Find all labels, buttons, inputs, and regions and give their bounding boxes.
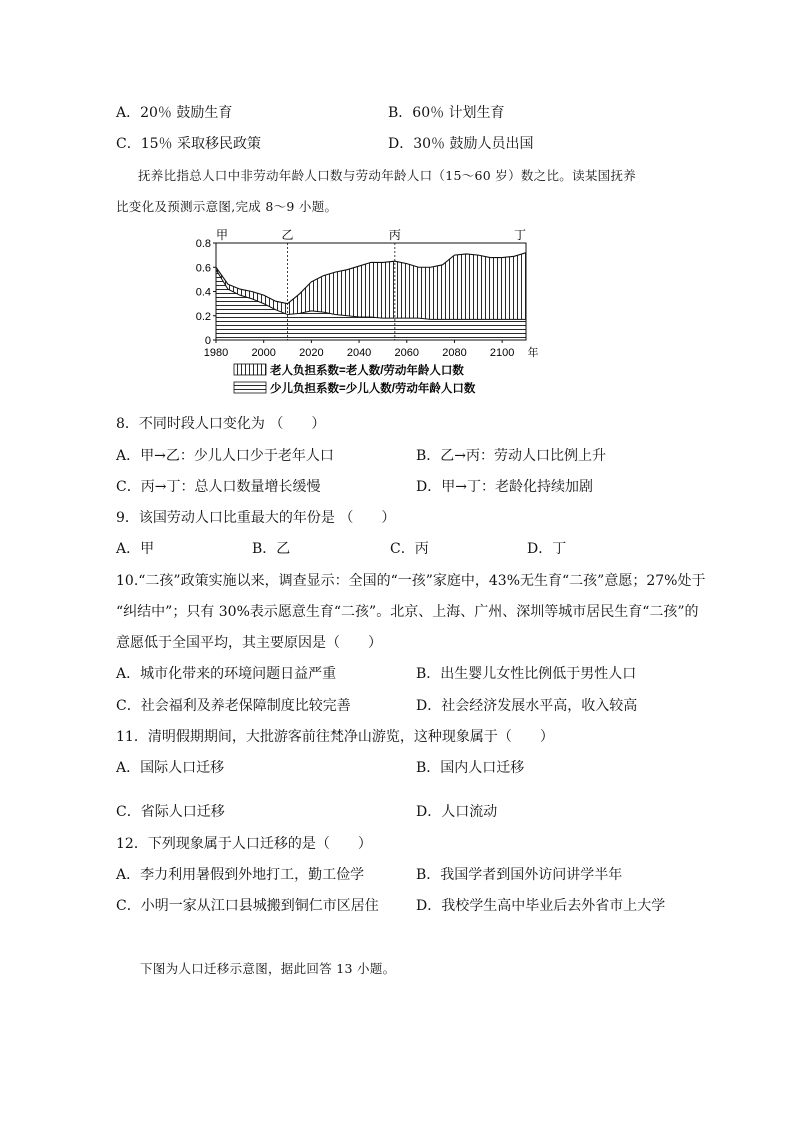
intro-q13: 下图为人口迁移示意图，据此回答 13 小题。 [140,961,396,976]
marker-label: 丁 [513,228,526,242]
legend-swatch [234,364,266,375]
x-tick-label: 2020 [299,347,324,359]
q12-option-a: A．李力利用暑假到外地打工，勤工俭学 [116,867,365,883]
q10-line-3: 意愿低于全国平均，其主要原因是（ ） [116,635,382,651]
q11-option-c: C．省际人口迁移 [116,804,225,820]
q11-option-a: A．国际人口迁移 [116,760,225,776]
legend-label: 少儿负担系数=少儿人数/劳动年龄人口数 [270,383,476,395]
q11-stem: 11．清明假期期间，大批游客前往梵净山游览，这种现象属于（ ） [116,729,554,745]
q9-option-b: B．乙 [252,541,291,557]
x-tick-label: 2040 [346,347,372,359]
q9-option-c: C．丙 [390,541,429,557]
q12-option-d: D．我校学生高中毕业后去外省市上大学 [416,898,666,914]
x-tick-label: 2000 [251,347,276,359]
q12-stem: 12．下列现象属于人口迁移的是（ ） [116,836,372,852]
q9-option-d: D．丁 [527,541,567,557]
q8-option-b: B．乙→丙：劳动人口比例上升 [416,448,607,464]
q8-option-a: A．甲→乙：少儿人口少于老年人口 [116,448,334,464]
q9-option-a: A．甲 [116,541,155,557]
legend-label: 老人负担系数=老人数/劳动年龄人口数 [270,365,464,377]
prev-option-d: D．30％ 鼓励人员出国 [388,136,534,152]
x-tick-label: 2060 [394,347,420,359]
intro-line-1: 抚养比指总人口中非劳动年龄人口数与劳动年龄人口（15～60 岁）数之比。读某国抚养 [138,168,637,183]
q11-option-d: D．人口流动 [416,804,498,820]
y-tick-label: 0 [204,335,211,347]
q10-option-d: D．社会经济发展水平高，收入较高 [416,698,638,714]
q8-option-d: D．甲→丁：老龄化持续加剧 [416,479,593,495]
legend-swatch [234,382,266,393]
q10-option-b: B．出生婴儿女性比例低于男性人口 [416,666,637,682]
intro-line-2: 比变化及预测示意图,完成 8～9 小题。 [116,199,338,214]
x-unit-label: 年 [527,347,539,359]
q10-option-a: A．城市化带来的环境问题日益严重 [116,666,337,682]
q12-option-c: C．小明一家从江口县城搬到铜仁市区居住 [116,898,379,914]
x-tick-label: 2100 [489,347,515,359]
q8-stem: 8．不同时段人口变化为 （ ） [116,416,326,432]
q10-option-c: C．社会福利及养老保障制度比较完善 [116,698,351,714]
prev-option-b: B．60％ 计划生育 [388,105,505,121]
prev-option-a: A．20％ 鼓励生育 [116,105,233,121]
marker-label: 丙 [388,228,401,242]
y-tick-label: 0.4 [196,286,211,299]
q10-line-2: “纠结中”；只有 30%表示愿意生育“二孩”。北京、上海、广州、深圳等城市居民生育“二孩”的 [116,604,699,620]
dependency-ratio-chart [196,224,546,404]
marker-label: 甲 [216,228,229,242]
x-tick-label: 1980 [203,347,229,359]
q9-stem: 9．该国劳动人口比重最大的年份是 （ ） [116,510,396,526]
q12-option-b: B．我国学者到国外访问讲学半年 [416,867,623,883]
q8-option-c: C．丙→丁：总人口数量增长缓慢 [116,479,321,495]
x-tick-label: 2080 [442,347,467,359]
y-tick-label: 0.2 [196,310,211,323]
marker-label: 乙 [281,228,294,242]
prev-option-c: C．15％ 采取移民政策 [116,136,261,152]
q11-option-b: B．国内人口迁移 [416,760,525,776]
y-tick-label: 0.6 [196,262,211,275]
y-tick-label: 0.8 [196,238,211,250]
q10-line-1: 10.“二孩”政策实施以来，调查显示：全国的“一孩”家庭中，43%无生育“二孩”意愿；27%处于 [116,573,706,589]
